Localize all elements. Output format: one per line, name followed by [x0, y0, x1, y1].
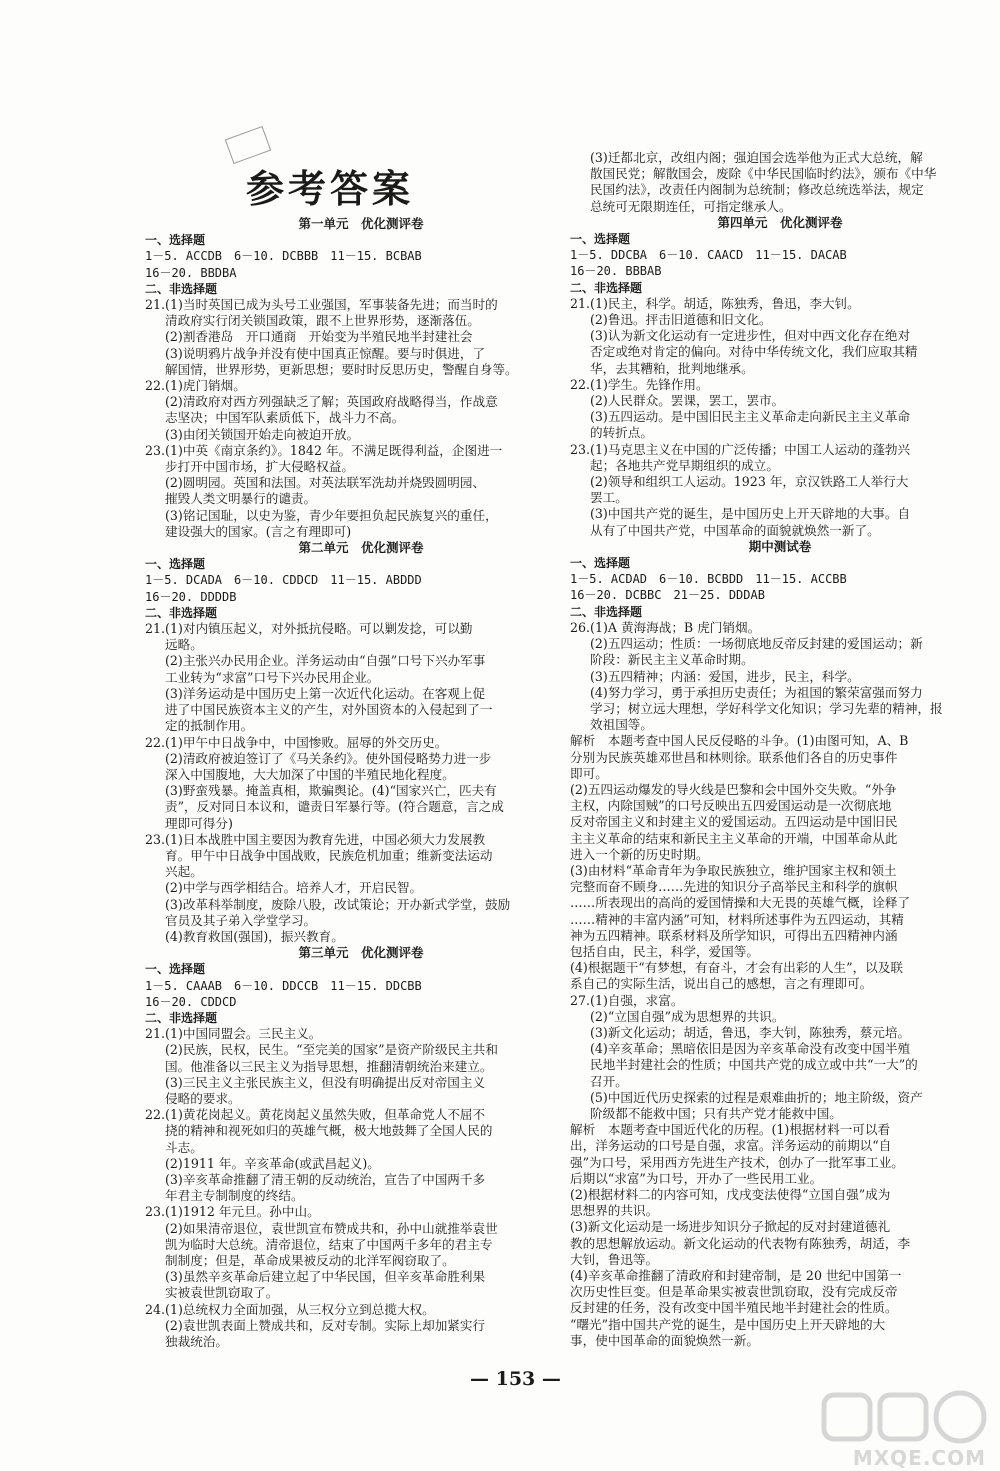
subsection-heading: 一、选择题: [570, 556, 631, 571]
text-line: 定的抵制作用。: [165, 718, 254, 734]
subsection-heading: 二、非选择题: [570, 604, 643, 619]
text-line: 24.(1)总统权力全面加强，从三权分立到总揽大权。: [145, 1301, 435, 1317]
text-line: 从有了中国共产党，中国革命的面貌就焕然一新了。: [590, 522, 880, 538]
text-line: 民国约法》，改责任内阁制为总统制；修改总统选举法，规定: [590, 182, 924, 198]
text-line: (4)辛亥革命推翻了清政府和封建帝制，是 20 世纪中国第一: [570, 1268, 902, 1284]
text-line: (3)新文化运动；胡适，鲁迅，李大钊，陈独秀，蔡元培。: [590, 1024, 911, 1040]
text-line: 大钊，鲁迅等。: [570, 1251, 659, 1267]
text-line: (2)根据材料二的内容可知，戊戌变法使得“立国自强”成为: [570, 1187, 891, 1202]
text-line: 解析 本题考查中国人民反侵略的斗争。(1)由图可知，A、B: [570, 733, 909, 749]
text-line: (3)辛亥革命推翻了清王朝的反动统治，宣告了中国两千多: [165, 1171, 486, 1187]
text-line: 独裁统治。: [165, 1334, 228, 1350]
text-line: (2)民族，民权，民生。“至完美的国家”是资产阶级民主共和: [165, 1042, 498, 1058]
text-line: (3)新文化运动是一场进步知识分子掀起的反对封建道德礼: [570, 1219, 891, 1235]
text-line: 反对帝国主义和封建主义的爱国运动。五四运动是中国旧民: [570, 814, 898, 830]
text-line: 否定或绝对肯定的偏向。对待中华传统文化，我们应取其精: [590, 344, 918, 360]
text-line: (4)根据题干“有梦想，有奋斗，才会有出彩的人生”，以及联: [570, 960, 903, 976]
text-line: 国。他准备以三民主义为指导思想，推翻清朝统治来建立。: [165, 1058, 493, 1074]
text-line: 23.(1)日本战胜中国主要因为教育先进，中国必须大力发展教: [145, 831, 486, 847]
text-line: (3)中国共产党的诞生，是中国历史上开天辟地的大事。自: [590, 506, 911, 522]
text-line: 23.(1)马克思主义在中国的广泛传播；中国工人运动的蓬勃兴: [570, 441, 911, 457]
text-line: (2)“立国自强”成为思想界的共识。: [590, 1008, 785, 1024]
text-line: 育。甲午中日战争中国战败，民族危机加重；维新变法运动: [165, 847, 493, 863]
text-line: 1－5. ACCDB 6－10. DCBBB 11－15. BCBAB: [145, 249, 422, 264]
text-line: (2)人民群众。罢课，罢工，罢市。: [590, 393, 785, 409]
subsection-heading: 二、非选择题: [570, 280, 643, 295]
text-line: 21.(1)对内镇压起义，对外抵抗侵略。可以剿发捻，可以勤: [145, 621, 473, 637]
text-line: 兴起。: [165, 864, 203, 880]
watermark-text: MXQE.COM: [852, 1446, 986, 1470]
text-line: 系自己的实际生活，说出自己的感想，言之有理即可。: [570, 976, 873, 992]
text-line: 民地半封建社会的性质；中国共产党的成立或中共“一大”的: [590, 1057, 918, 1073]
text-line: 制制度；但是，革命成果被反动的北洋军阀窃取了。: [165, 1253, 455, 1268]
subsection-heading: 二、非选择题: [145, 281, 218, 296]
text-line: 步打开中国市场，扩大侵略权益。: [165, 459, 354, 475]
text-line: 次历史性巨变。但是革命果实被袁世凯窃取，没有完成反帝: [570, 1284, 898, 1300]
text-line: 进入一个新的历史时期。: [570, 846, 709, 862]
text-line: 总统可无限期连任，可指定继承人。: [590, 198, 792, 214]
text-line: 23.(1)中英《南京条约》。1842 年。不满足既得利益，企图进一: [145, 442, 503, 458]
text-line: 1－5. DDCBA 6－10. CAACD 11－15. DACAB: [570, 248, 847, 263]
text-line: (2)领导和组织工人运动。1923 年，京汉铁路工人举行大: [590, 474, 909, 490]
text-line: (3)五四运动。是中国旧民主主义革命走向新民主主义革命: [590, 409, 911, 425]
text-line: (3)认为新文化运动有一定进步性，但对中西文化存在绝对: [590, 328, 911, 344]
text-line: (4)辛亥革命；黑暗依旧是因为辛亥革命没有改变中国半殖: [590, 1041, 911, 1057]
text-line: 16－20. BBDBA: [145, 265, 237, 280]
text-line: 完整而奋不顾身……先进的知识分子高举民主和科学的旗帜: [570, 879, 898, 895]
subsection-heading: 一、选择题: [145, 557, 206, 572]
text-line: 的转折点。: [590, 425, 653, 441]
text-line: 强”为口号，采用西方先进生产技术，创办了一批军事工业。: [570, 1154, 904, 1170]
text-line: ……精神的丰富内涵”可知，材料所述事件为五四运动，其精: [570, 911, 904, 927]
text-line: (2)五四运动；性质：一场彻底地反帝反封建的爱国运动；新: [590, 636, 923, 652]
text-line: (2)割香港岛 开口通商 开始变为半殖民地半封建社会: [165, 329, 473, 345]
text-line: 清政府实行闭关锁国政策，跟不上世界形势，逐渐落伍。: [165, 313, 480, 329]
text-line: 1－5. ACDAD 6－10. BCBDD 11－15. ACCBB: [570, 572, 847, 587]
text-line: 华，去其糟粕，批判地继承。: [590, 360, 754, 376]
text-line: 挠的精神和视死如归的英雄气概，极大地鼓舞了全国人民的: [165, 1123, 493, 1139]
text-line: (2)中学与西学相结合。培养人才，开启民智。: [165, 880, 423, 896]
text-line: 21.(1)民主，科学。胡适，陈独秀，鲁迅，李大钊。: [570, 295, 860, 311]
text-line: (4)教育救国(强国)，振兴教育。: [165, 928, 344, 944]
text-line: 22.(1)学生。先锋作用。: [570, 376, 709, 392]
text-line: 散国民党；解散国会，废除《中华民国临时约法》，颁布《中华: [590, 166, 937, 182]
text-line: 志坚决；中国军队素质低下，战斗力不高。: [165, 410, 405, 426]
text-line: 26.(1)A 黄海海战；B 虎门销烟。: [570, 619, 761, 635]
text-line: 实被袁世凯窃取了。: [165, 1285, 279, 1301]
text-line: 侵略的要求。: [165, 1090, 241, 1106]
text-line: 反封建的任务，没有改变中国半殖民地半封建社会的性质。: [570, 1300, 898, 1316]
text-line: 摧毁人类文明暴行的谴责。: [165, 491, 317, 507]
text-line: (2)鲁迅。抨击旧道德和旧文化。: [590, 312, 772, 328]
page-number: — 153 —: [470, 1368, 561, 1390]
text-line: (2)五四运动爆发的导火线是巴黎和会中国外交失败。“外争: [570, 781, 897, 797]
text-line: 远略。: [165, 637, 203, 653]
text-line: (3)五四精神；内涵：爱国，进步，民主，科学。: [590, 668, 860, 684]
text-line: 23.(1)1912 年元旦。孙中山。: [145, 1204, 320, 1220]
text-line: 分别为民族英雄邓世昌和林则徐。联系他们各自的历史事件: [570, 749, 898, 765]
section-heading: 第四单元 优化测评卷: [717, 214, 843, 230]
text-line: 21.(1)当时英国已成为头号工业强国，军事装备先进；而当时的: [145, 297, 498, 313]
text-line: (2)清政府被迫签订了《马关条约》。使外国侵略势力进一步: [165, 750, 492, 766]
text-line: (3)说明鸦片战争并没有使中国真正惊醒。要与时俱进，了: [165, 345, 486, 361]
text-line: 16－20. CDDCD: [145, 994, 237, 1009]
text-line: 16－20. BBBAB: [570, 264, 662, 279]
text-line: 1－5. DCADA 6－10. CDDCD 11－15. ABDDD: [145, 573, 422, 588]
text-line: 包括自由，民主，科学，爱国等。: [570, 943, 759, 959]
text-line: 罢工。: [590, 490, 628, 506]
text-line: 后期以“求富”为口号，开办了一些民用工业。: [570, 1170, 823, 1186]
right-column: [570, 150, 990, 1349]
text-line: (2)清政府对西方列强缺乏了解；英国政府战略得当，作战意: [165, 394, 498, 410]
text-line: (3)洋务运动是中国历史上第一次近代化运动。在客观上促: [165, 685, 486, 701]
text-line: 阶段：新民主主义革命时期。: [590, 652, 754, 668]
left-column: [145, 216, 577, 1350]
text-line: 解国情，世界形势，更新思想；要时时反思历史，警醒自身等。: [165, 361, 518, 377]
text-line: (5)中国近代历史探索的过程是艰难曲折的；地主阶级，资产: [590, 1089, 923, 1105]
text-line: 理即可得分): [165, 815, 233, 831]
text-line: 出，洋务运动的口号是自强，求富。洋务运动的前期以“自: [570, 1138, 892, 1154]
text-line: (2)圆明园。英国和法国。对英法联军洗劫并烧毁圆明园、: [165, 475, 486, 491]
text-line: (3)由材料“革命青年为争取民族独立，维护国家主权和领土: [570, 862, 897, 878]
text-line: (2)袁世凯表面上赞成共和，反对专制。实际上却加紧实行: [165, 1317, 486, 1333]
text-line: 21.(1)中国同盟会。三民主义。: [145, 1026, 322, 1042]
text-line: (2)1911 年。辛亥革命(或武昌起义)。: [165, 1155, 380, 1171]
text-line: (3)三民主义主张民族主义，但没有明确提出反对帝国主义: [165, 1074, 486, 1090]
text-line: 进了中国民族资本主义的产生，对外国资本的入侵起到了一: [165, 702, 493, 718]
text-line: “曙光”指中国共产党的诞生，是中国历史上开天辟地的大: [570, 1316, 886, 1332]
text-line: (3)由闭关锁国开始走向被迫开放。: [165, 426, 360, 442]
section-heading: 第一单元 优化测评卷: [298, 216, 424, 231]
text-line: (4)努力学习，勇于承担历史责任；为祖国的繁荣富强而努力: [590, 684, 923, 700]
text-line: 工业转为“求富”口号下兴办民用企业。: [165, 669, 380, 685]
text-line: 起；各地共产党早期组织的成立。: [590, 457, 779, 473]
text-line: 1－5. CAAAB 6－10. DDCCB 11－15. DDCBB: [145, 978, 422, 993]
text-line: (2)主张兴办民用企业。洋务运动由“自强”口号下兴办军事: [165, 653, 486, 669]
text-line: 效祖国等。: [590, 717, 653, 733]
text-line: (3)铭记国耻，以史为鉴，青少年要担负起民族复兴的重任，: [165, 507, 498, 523]
text-line: 教的思想解放运动。新文化运动的代表物有陈独秀，胡适，李: [570, 1235, 911, 1251]
text-line: 解析 本题考查中国近代化的历程。(1)根据材料一可以看: [570, 1122, 891, 1138]
subsection-heading: 一、选择题: [570, 232, 631, 247]
text-line: 凯为临时大总统。清帝退位，结束了中国两千多年的君主专: [165, 1236, 493, 1252]
text-line: 神为五四精神。联系材料及所学知识，可得出五四精神内涵: [570, 927, 898, 943]
text-line: 阶级都不能救中国；只有共产党才能救中国。: [590, 1105, 842, 1121]
text-line: (3)迁都北京，改组内阁；强迫国会选举他为正式大总统，解: [590, 150, 923, 165]
text-line: 主主义革命的结束和新民主主义革命的开端，中国革命从此: [570, 830, 898, 846]
section-heading: 期中测试卷: [748, 538, 812, 554]
text-line: ……所表现出的高尚的爱国情操和大无畏的英雄气概，诠释了: [570, 895, 911, 911]
text-line: 深入中国腹地，大大加深了中国的半殖民地化程度。: [165, 766, 455, 782]
text-line: (3)改革科举制度，废除八股，改试策论；开办新式学堂，鼓励: [165, 896, 511, 912]
text-line: 22.(1)黄花岗起义。黄花岗起义虽然失败，但革命党人不屈不: [145, 1107, 486, 1123]
text-line: 事，使中国革命的面貌焕然一新。: [570, 1332, 759, 1348]
text-line: 16－20. DDDDB: [145, 589, 237, 604]
subsection-heading: 二、非选择题: [145, 1010, 218, 1025]
section-heading: 第三单元 优化测评卷: [298, 945, 424, 961]
subsection-heading: 一、选择题: [145, 962, 206, 977]
text-line: 召开。: [590, 1073, 628, 1089]
text-line: 16－20. DCBBC 21－25. DDDAB: [570, 588, 765, 603]
text-line: 22.(1)虎门销烟。: [145, 378, 246, 394]
text-line: 22.(1)甲午中日战争中，中国惨败。屈辱的外交历史。: [145, 734, 448, 750]
subsection-heading: 二、非选择题: [145, 605, 218, 620]
text-line: 即可。: [570, 765, 608, 781]
text-line: (3)野蛮残暴。掩盖真相，欺骗舆论。(4)“国家兴亡，匹夫有: [165, 783, 497, 799]
text-line: 学习；树立远大理想，学好科学文化知识；学习先辈的精神，报: [590, 700, 943, 716]
text-line: 责”，反对同日本议和，谴责日军暴行等。(符合题意，言之成: [165, 799, 504, 815]
text-line: 27.(1)自强，求富。: [570, 992, 684, 1008]
section-heading: 第二单元 优化测评卷: [298, 540, 424, 556]
text-line: 年君主专制制度的终结。: [165, 1188, 304, 1204]
text-line: 思想界的共识。: [570, 1203, 659, 1219]
text-line: (3)虽然辛亥革命后建立起了中华民国，但辛亥革命胜利果: [165, 1269, 486, 1285]
text-line: 建设强大的国家。(言之有理即可): [165, 523, 352, 539]
text-line: 斗志。: [165, 1139, 203, 1155]
page-title: 参考答案: [245, 167, 414, 211]
text-line: 官员及其子弟入学堂学习。: [165, 912, 317, 928]
subsection-heading: 一、选择题: [145, 233, 206, 248]
text-line: 主权，内除国贼”的口号反映出五四爱国运动是一次彻底地: [570, 798, 892, 814]
text-line: (2)如果清帝退位，袁世凯宣布赞成共和，孙中山就推举袁世: [165, 1220, 498, 1236]
